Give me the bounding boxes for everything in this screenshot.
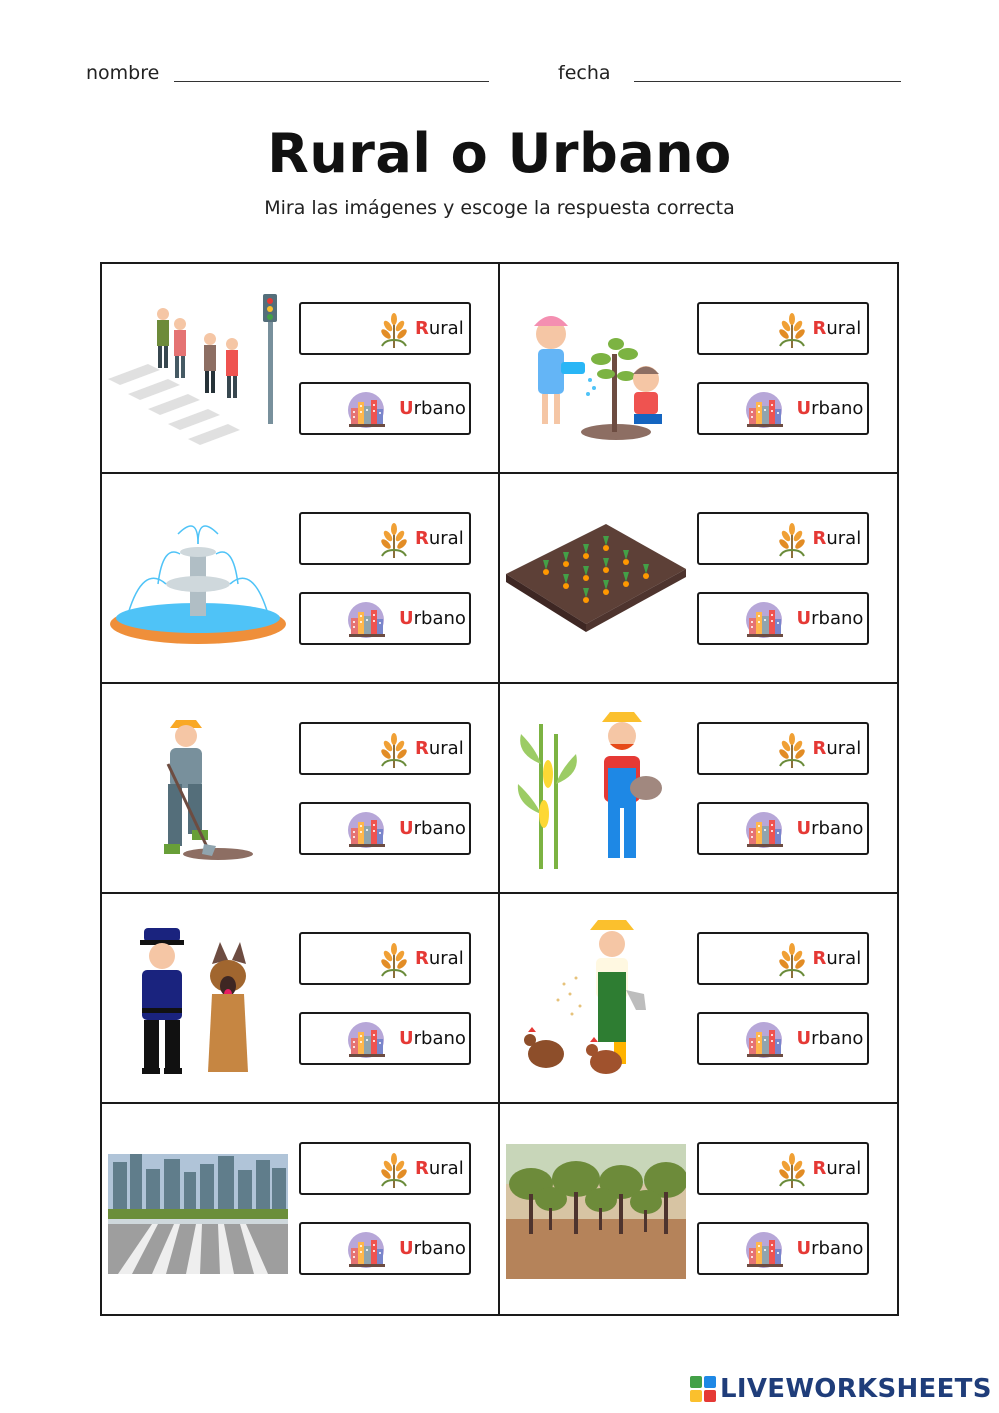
worksheet-grid xyxy=(100,262,899,1316)
wheat-icon xyxy=(373,520,415,560)
city-icon xyxy=(743,390,785,430)
answer-rural-button-2[interactable] xyxy=(697,302,869,355)
answer-rural-label: Rural xyxy=(415,528,464,549)
answer-rural-button-9[interactable] xyxy=(299,1142,471,1195)
orchard-photo-icon xyxy=(506,1124,686,1294)
answer-rural-label: Rural xyxy=(812,1158,862,1179)
city-icon xyxy=(743,600,785,640)
vegetable-field-icon xyxy=(506,494,686,664)
farmer-feeding-chickens-icon xyxy=(506,914,686,1084)
wheat-icon xyxy=(373,940,415,980)
city-icon xyxy=(743,1020,785,1060)
answer-urbano-label: Urbano xyxy=(796,398,864,419)
answer-rural-label: Rural xyxy=(812,948,862,969)
children-planting-tree-icon xyxy=(506,284,686,454)
answer-rural-button-1[interactable] xyxy=(299,302,471,355)
liveworksheets-logo-icon xyxy=(690,1376,716,1402)
answer-urbano-label: Urbano xyxy=(796,1028,864,1049)
police-officer-dog-icon xyxy=(108,914,288,1084)
answer-urbano-button-3[interactable] xyxy=(299,592,471,645)
answer-rural-button-4[interactable] xyxy=(697,512,869,565)
answer-rural-button-3[interactable] xyxy=(299,512,471,565)
crosswalk-pedestrians-icon xyxy=(108,284,288,454)
answer-rural-label: Rural xyxy=(415,738,464,759)
city-icon xyxy=(345,390,387,430)
wheat-icon xyxy=(771,310,813,350)
wheat-icon xyxy=(373,1150,415,1190)
question-cell-5 xyxy=(102,684,500,894)
crosswalk-pedestrians-icon xyxy=(108,284,288,454)
wheat-icon xyxy=(771,730,813,770)
answer-urbano-button-6[interactable] xyxy=(697,802,869,855)
farmer-digging-icon xyxy=(108,704,288,874)
date-field[interactable] xyxy=(634,81,901,82)
question-cell-1 xyxy=(102,264,500,474)
question-cell-4 xyxy=(500,474,898,684)
answer-rural-label: Rural xyxy=(812,318,862,339)
city-icon xyxy=(345,1020,387,1060)
city-icon xyxy=(345,810,387,850)
wheat-icon xyxy=(771,1150,813,1190)
answer-urbano-label: Urbano xyxy=(796,608,864,629)
children-planting-tree-icon xyxy=(506,284,686,454)
city-street-photo-icon xyxy=(108,1124,288,1294)
orchard-photo-icon xyxy=(506,1124,686,1294)
answer-rural-button-10[interactable] xyxy=(697,1142,869,1195)
page-title: Rural o Urbano xyxy=(267,122,732,185)
name-field[interactable] xyxy=(174,81,489,82)
answer-urbano-button-1[interactable] xyxy=(299,382,471,435)
name-label: nombre xyxy=(86,62,160,84)
answer-rural-button-5[interactable] xyxy=(299,722,471,775)
answer-urbano-label: Urbano xyxy=(796,818,864,839)
date-label: fecha xyxy=(558,62,611,84)
police-officer-dog-icon xyxy=(108,914,288,1084)
farmer-digging-icon xyxy=(108,704,288,874)
answer-urbano-button-4[interactable] xyxy=(697,592,869,645)
answer-urbano-label: Urbano xyxy=(399,818,466,839)
answer-urbano-label: Urbano xyxy=(796,1238,864,1259)
city-icon xyxy=(345,600,387,640)
question-cell-10 xyxy=(500,1104,898,1314)
answer-urbano-label: Urbano xyxy=(399,608,466,629)
answer-rural-button-6[interactable] xyxy=(697,722,869,775)
farmer-corn-harvest-icon xyxy=(506,704,686,874)
question-cell-9 xyxy=(102,1104,500,1314)
city-icon xyxy=(345,1230,387,1270)
wheat-icon xyxy=(771,520,813,560)
answer-urbano-label: Urbano xyxy=(399,1238,466,1259)
answer-rural-label: Rural xyxy=(415,1158,464,1179)
question-cell-8 xyxy=(500,894,898,1104)
vegetable-field-icon xyxy=(506,494,686,664)
city-street-photo-icon xyxy=(108,1124,288,1294)
wheat-icon xyxy=(373,310,415,350)
answer-urbano-label: Urbano xyxy=(399,1028,466,1049)
liveworksheets-logo xyxy=(690,1373,992,1405)
wheat-icon xyxy=(771,940,813,980)
answer-rural-label: Rural xyxy=(812,738,862,759)
answer-urbano-button-2[interactable] xyxy=(697,382,869,435)
wheat-icon xyxy=(373,730,415,770)
answer-urbano-label: Urbano xyxy=(399,398,466,419)
answer-rural-button-8[interactable] xyxy=(697,932,869,985)
answer-urbano-button-8[interactable] xyxy=(697,1012,869,1065)
city-icon xyxy=(743,1230,785,1270)
answer-rural-label: Rural xyxy=(415,948,464,969)
question-cell-3 xyxy=(102,474,500,684)
fountain-icon xyxy=(108,494,288,664)
question-cell-2 xyxy=(500,264,898,474)
question-cell-6 xyxy=(500,684,898,894)
answer-rural-button-7[interactable] xyxy=(299,932,471,985)
page-subtitle: Mira las imágenes y escoge la respuesta correcta xyxy=(264,197,735,219)
city-icon xyxy=(743,810,785,850)
answer-urbano-button-10[interactable] xyxy=(697,1222,869,1275)
answer-urbano-button-5[interactable] xyxy=(299,802,471,855)
answer-urbano-button-9[interactable] xyxy=(299,1222,471,1275)
fountain-icon xyxy=(108,494,288,664)
answer-urbano-button-7[interactable] xyxy=(299,1012,471,1065)
logo-text: LIVEWORKSHEETS xyxy=(720,1374,992,1404)
farmer-corn-harvest-icon xyxy=(506,704,686,874)
farmer-feeding-chickens-icon xyxy=(506,914,686,1084)
question-cell-7 xyxy=(102,894,500,1104)
answer-rural-label: Rural xyxy=(415,318,464,339)
answer-rural-label: Rural xyxy=(812,528,862,549)
